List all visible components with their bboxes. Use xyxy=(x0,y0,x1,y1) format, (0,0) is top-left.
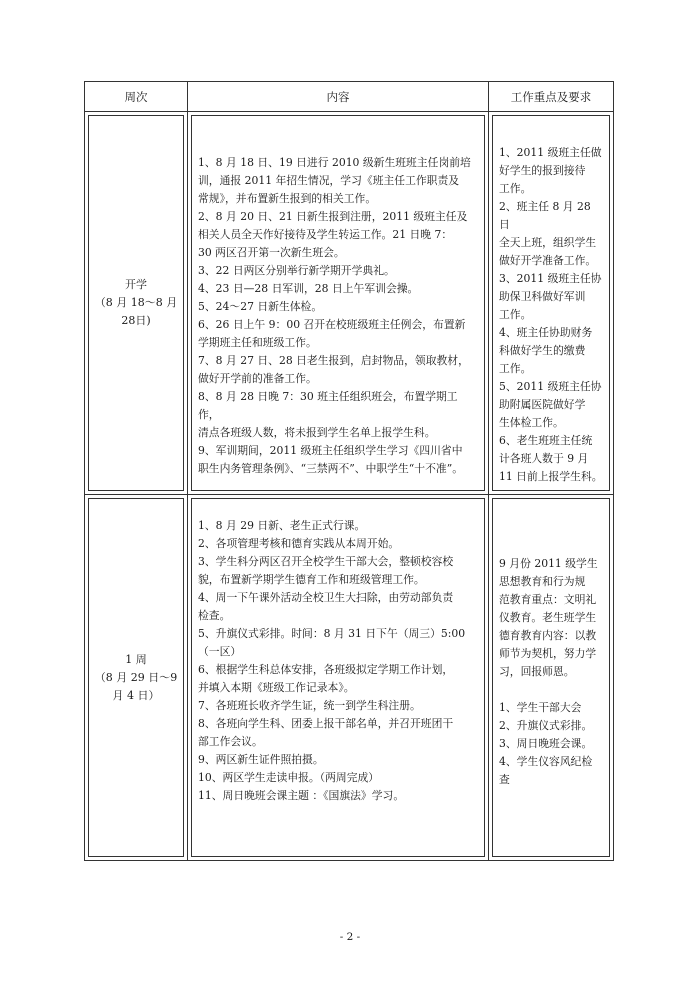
content-cell xyxy=(188,495,489,861)
week-label: 开学 xyxy=(125,278,147,291)
content-list: 1、8 月 29 日新、老生正式行课。 2、各项管理考核和德育实践从本周开始。 3、学生科分两区召开全校学生干部大会，整顿校容校 貌，布置新学期学生德育工作和班级管理工作。 4、周一下午课外活动全校卫生大扫除，由劳动部负责 检查。 5、升旗仪式彩排。时间：8 月 31 日下午（周三）5:00 （一区） 6、根据学生科总体安排，各班级拟定学期工作计划， 并填入本期《班级工作记录本》。 7、各班班长收齐学生证，统一到学生科注册。 8、各班向学生科、团委上报干部名单，并召开班团干 部工作会议。 9、两区新生证件照拍摄。 10、两区学生走读申报。（两周完成） 11、周日晚班会课主题 ：《国旗法》学习。 xyxy=(191,498,485,857)
table-row xyxy=(85,495,614,861)
schedule-table xyxy=(84,81,614,861)
table-header-row xyxy=(85,82,614,112)
week-dates: （8 月 18～8 月 28日) xyxy=(94,296,178,327)
header-requirements: 工作重点及要求 xyxy=(489,82,614,112)
week-label: 1 周 xyxy=(125,652,147,666)
table-row xyxy=(85,112,614,495)
week-cell xyxy=(85,495,188,861)
requirements-cell xyxy=(489,495,614,861)
requirements-list: 1、2011 级班主任做 好学生的报到接待 工作。 2、班主任 8 月 28 日 全天上班，组织学生 做好开学准备工作。 3、2011 级班主任协 助保卫科做好军训 工作。 4、班主任协助财务 科做好学生的缴费 工作。 5、2011 级班主任协 助附属医院做好学 生体检工作。 6、老生班班主任统 计各班人数于 9 月 11 日前上报学生科。 xyxy=(492,115,610,491)
content-list: 1、8 月 18 日、19 日进行 2010 级新生班班主任岗前培 训，通报 2011 年招生情况，学习《班主任工作职责及 常规》，并布置新生报到的相关工作。 2、8 月 20 日、21 日新生报到注册，2011 级班主任及 相关人员全天作好接待及学生转运工作。21 日晚 7： 30 两区召开第一次新生班会。 3、22 日两区分别举行新学期开学典礼。 4、23 日—28 日军训，28 日上午军训会操。 5、24～27 日新生体检。 6、26 日上午 9：00 召开在校班级班主任例会，布置新 学期班主任和班级工作。 7、8 月 27 日、28 日老生报到，启封物品，领取教材， 做好开学前的准备工作。 8、8 月 28 日晚 7：30 班主任组织班会，布置学期工作， 清点各班级人数，将未报到学生名单上报学生科。 9、军训期间，2011 级班主任组织学生学习《四川省中 职生内务管理条例》、“三禁两不”、中职学生“十不准”。 xyxy=(191,115,485,491)
week-cell xyxy=(85,112,188,495)
header-content: 内容 xyxy=(188,82,489,112)
requirements-cell xyxy=(489,112,614,495)
requirements-list: 9 月份 2011 级学生 思想教育和行为规 范教育重点：文明礼 仪教育。老生班学生 德育教育内容：以教 师节为契机，努力学 习，回报师恩。 1、学生干部大会 2、升旗仪式彩排。 3、周日晚班会课。 4、学生仪容风纪检 查 xyxy=(492,498,610,857)
header-week: 周次 xyxy=(85,82,188,112)
week-dates: （8 月 29 日～9 月 4 日） xyxy=(94,670,178,702)
page-number: - 2 - xyxy=(339,931,361,943)
content-cell xyxy=(188,112,489,495)
